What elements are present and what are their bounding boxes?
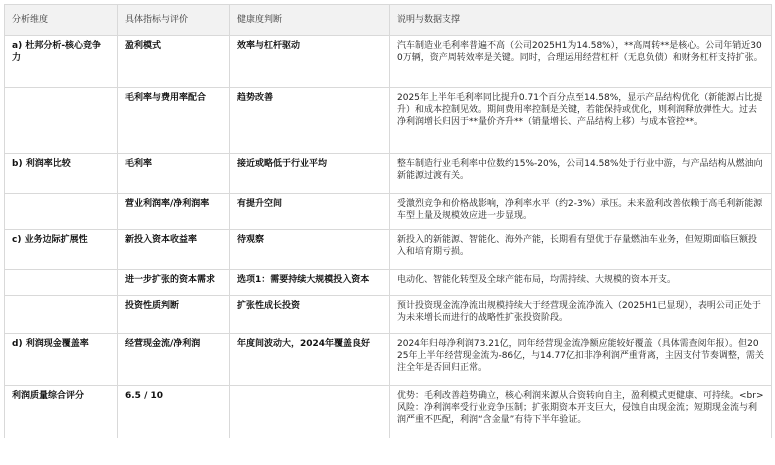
cell-health: 年度间波动大，2024年覆盖良好 [230,334,390,386]
cell-dimension: d) 利润现金覆盖率 [5,334,118,386]
cell-note: 2025年上半年毛利率同比提升0.71个百分点至14.58%，显示产品结构优化（新能源占比提升）和成本控制见效。期间费用率控制是关键，若能保持或优化，则利润释放弹性大。过去净利润增长归因于**量价齐升**（销量增长、产品结构上移）与成本管控**。 [390,88,772,154]
table-row [5,386,772,438]
cell-metric: 经营现金流/净利润 [118,334,230,386]
cell-metric: 毛利率与费用率配合 [118,88,230,154]
cell-dimension: a) 杜邦分析-核心竞争力 [5,36,118,88]
analysis-table [4,4,772,438]
table-row [5,36,772,88]
cell-metric: 投资性质判断 [118,296,230,334]
cell-health: 接近或略低于行业平均 [230,154,390,194]
header-health: 健康度判断 [230,5,390,36]
cell-metric: 盈利模式 [118,36,230,88]
table-row [5,334,772,386]
cell-health: 选项1：需要持续大规模投入资本 [230,270,390,296]
cell-health: 效率与杠杆驱动 [230,36,390,88]
table-row [5,154,772,194]
cell-note: 受激烈竞争和价格战影响，净利率水平（约2-3%）承压。未来盈利改善依赖于高毛利新能源车型上量及规模效应进一步显现。 [390,194,772,230]
cell-note: 2024年归母净利润73.21亿，同年经营现金流净额应能较好覆盖（具体需查阅年报）。但2025年上半年经营现金流为-86亿，与14.77亿扣非净利润严重背离，主因支付节奏调整，需关注全年是否回归正常。 [390,334,772,386]
cell-note: 电动化、智能化转型及全球产能布局，均需持续、大规模的资本开支。 [390,270,772,296]
header-note: 说明与数据支撑 [390,5,772,36]
table-row [5,230,772,270]
header-dimension: 分析维度 [5,5,118,36]
cell-health: 待观察 [230,230,390,270]
cell-dimension [5,194,118,230]
cell-note: 预计投资现金流净流出规模持续大于经营现金流净流入（2025H1已显现），表明公司正处于为未来增长而进行的战略性扩张投资阶段。 [390,296,772,334]
cell-dimension: b) 利润率比较 [5,154,118,194]
cell-health: 趋势改善 [230,88,390,154]
table-row [5,296,772,334]
cell-note: 新投入的新能源、智能化、海外产能，长期看有望优于存量燃油车业务，但短期面临巨额投入和培育期亏损。 [390,230,772,270]
cell-dimension [5,88,118,154]
cell-metric: 6.5 / 10 [118,386,230,438]
table-row [5,194,772,230]
header-metric: 具体指标与评价 [118,5,230,36]
cell-dimension [5,270,118,296]
table-row [5,88,772,154]
cell-dimension: c) 业务边际扩展性 [5,230,118,270]
table-header-row [5,5,772,36]
cell-note: 整车制造行业毛利率中位数约15%-20%，公司14.58%处于行业中游，与产品结构从燃油向新能源过渡有关。 [390,154,772,194]
cell-dimension: 利润质量综合评分 [5,386,118,438]
cell-metric: 营业利润率/净利润率 [118,194,230,230]
cell-health [230,386,390,438]
cell-metric: 新投入资本收益率 [118,230,230,270]
cell-health: 扩张性成长投资 [230,296,390,334]
cell-metric: 毛利率 [118,154,230,194]
cell-metric: 进一步扩张的资本需求 [118,270,230,296]
cell-dimension [5,296,118,334]
cell-health: 有提升空间 [230,194,390,230]
table-row [5,270,772,296]
cell-note: 汽车制造业毛利率普遍不高（公司2025H1为14.58%），**高周转**是核心。公司年销近300万辆，资产周转效率是关键。同时，合理运用经营杠杆（无息负债）和财务杠杆支持扩张。 [390,36,772,88]
cell-note: 优势：毛利改善趋势确立，核心利润来源从合资转向自主，盈利模式更健康、可持续。<br>风险：净利润率受行业竞争压制；扩张期资本开支巨大，侵蚀自由现金流；短期现金流与利润严重不匹配，利润“含金量”有待下半年验证。 [390,386,772,438]
